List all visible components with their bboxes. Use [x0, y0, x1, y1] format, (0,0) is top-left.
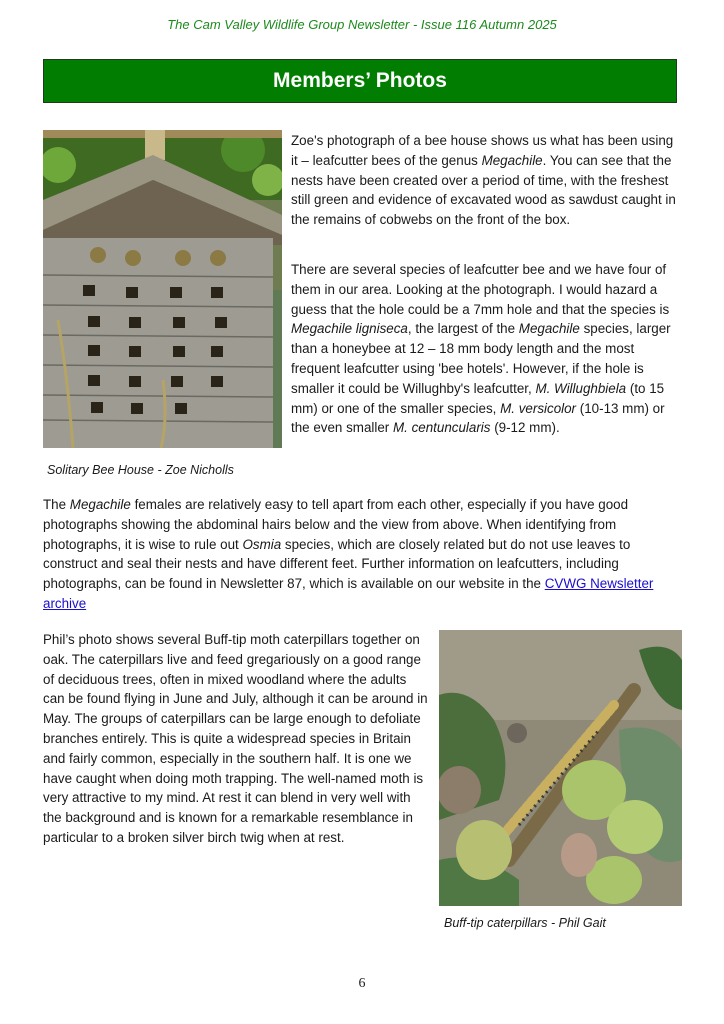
species-name: Megachile [481, 152, 543, 168]
text: . You can see that the nests have been created over a period of time, with the freshest still green and evidence of excavated wood as sawdust caught in the remains of cobwebs on the front of the box. [291, 152, 676, 228]
caterpillars-caption: Buff-tip caterpillars - Phil Gait [444, 916, 606, 930]
text: (to 15 mm) or one of the smaller species, [291, 380, 665, 416]
caterpillars-photo-icon [439, 630, 682, 906]
section-banner [43, 59, 677, 103]
section-title: Members’ Photos [273, 69, 447, 92]
species-name: Megachile ligniseca [291, 321, 408, 337]
text: species, larger than a honeybee at 12 – 18 mm body length and the most frequent leafcutter using 'bee hotels'. However, if the hole is smaller it could be Willughby's leafcutter, [291, 321, 671, 396]
species-name: M. versicolor [500, 400, 577, 416]
caterpillars-photo [439, 630, 682, 906]
species-name: Megachile [69, 497, 131, 512]
text: There are several species of leafcutter bee and we have four of them in our area. Looking at the photograph. I would hazard a guess that the hole could be a 7mm hole and that the species is [291, 262, 670, 317]
paragraph-megachile-identification [43, 495, 685, 614]
text: species, which are closely related but do not use leaves to construct and seal their nests and have different feet. Further information on leafcutters, including photographs, can be found in Newsletter 87, which is available on our website in the [43, 536, 631, 592]
paragraph-buff-tip-caterpillars [43, 630, 431, 848]
bee-house-photo [43, 130, 282, 448]
text: females are relatively easy to tell apart from each other, especially if you have good photographs showing the abdominal hairs below and the view from above. When identifying from photographs, it is wise to rule out [43, 497, 629, 552]
text: The [43, 497, 70, 512]
page-number: 6 [358, 976, 366, 991]
species-name: M. Willughbiela [535, 380, 627, 396]
species-name: M. centuncularis [392, 420, 491, 436]
text: (9-12 mm). [490, 420, 560, 436]
text: , the largest of the [407, 321, 519, 337]
text: Zoe's photograph of a bee house shows us what has been using it – leafcutter bees of the genus [291, 133, 674, 168]
species-name: Osmia [242, 536, 282, 552]
bee-house-caption: Solitary Bee House - Zoe Nicholls [47, 463, 234, 477]
newsletter-archive-link[interactable]: CVWG Newsletter archive [43, 576, 654, 611]
newsletter-header: The Cam Valley Wildlife Group Newsletter - Issue 116 Autumn 2025 [167, 17, 557, 32]
bee-house-photo-icon [43, 130, 282, 448]
text: Phil’s photo shows several Buff-tip moth caterpillars together on oak. The caterpillars live and feed gregariously on a good range of deciduous trees, often in mixed woodland where the adults can be found flying in June and July, although it can be around in May. The groups of caterpillars can be large enough to defoliate branches entirely. This is quite a widespread species in Britain and fairly common, especially in the southern half. It is one we have caught when doing moth trapping. The well-named moth is very attractive to my mind. At rest it can blend in very well with the background and is known for a remarkable resemblance in particular to a broken silver birch twig when at rest. [43, 632, 428, 845]
species-name: Megachile [518, 321, 580, 337]
text: (10-13 mm) or the even smaller [291, 400, 665, 436]
paragraph-leafcutter-species [291, 260, 683, 438]
paragraph-bee-house-intro [291, 131, 683, 230]
